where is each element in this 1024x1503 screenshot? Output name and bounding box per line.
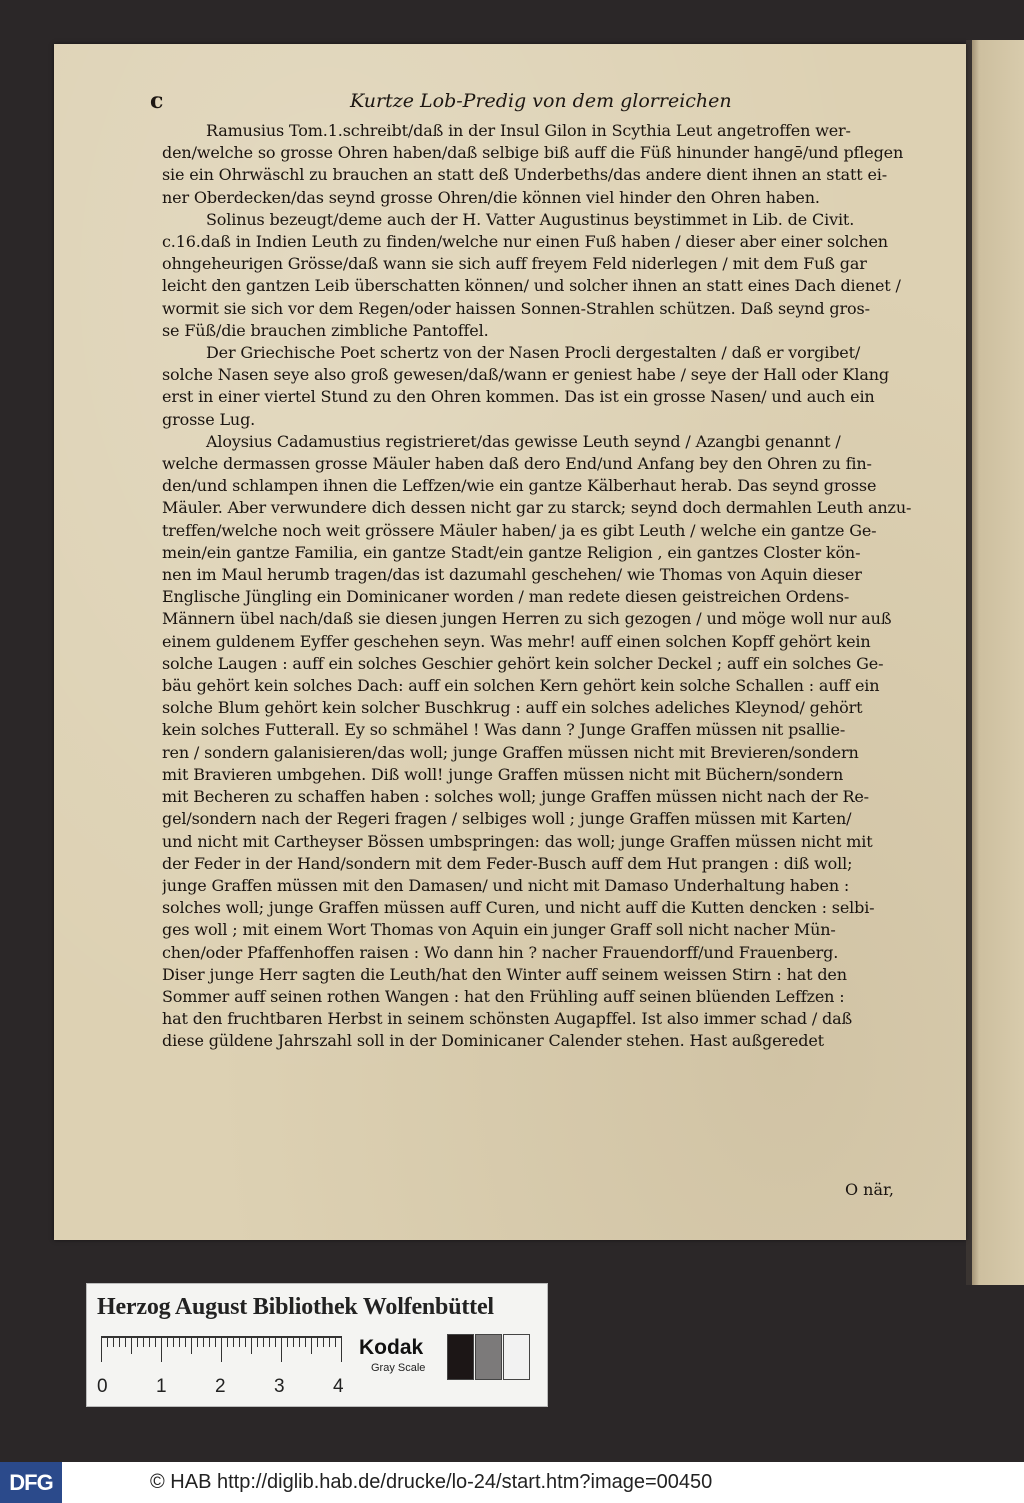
ruler-tick xyxy=(173,1336,174,1347)
text-line: solche Laugen : auff ein solches Geschier gehört kein solcher Deckel ; auff ein solches Ge- xyxy=(162,653,884,673)
text-line: junge Graffen müssen mit den Damasen/ und nicht mit Damaso Underhaltung haben : xyxy=(162,875,850,895)
catchword: O när, xyxy=(844,1180,894,1199)
text-line: Der Griechische Poet schertz von der Nasen Procli dergestalten / daß er vorgibet/ xyxy=(206,343,861,363)
ruler-label: 2 xyxy=(215,1376,226,1397)
text-line: ohngeheurigen Grösse/daß wann sie sich auff freyem Feld niderlegen / mit dem Fuß gar xyxy=(162,254,867,274)
text-line: Ramusius Tom.1.schreibt/daß in der Insul Gilon in Scythia Leut angetroffen wer- xyxy=(206,121,851,140)
gray-scale-label: Gray Scale xyxy=(371,1362,426,1374)
text-line: ren / sondern galanisieren/das woll; junge Graffen müssen nicht mit Brevieren/sondern xyxy=(162,742,859,762)
ruler-tick xyxy=(227,1336,228,1347)
ruler-tick xyxy=(239,1336,240,1347)
text-line: Männern übel nach/daß sie diesen jungen Herren zu sich gezogen / und möge woll nur auß xyxy=(162,609,892,629)
text-line: ner Oberdecken/das seynd grosse Ohren/die können viel hinder den Ohren haben. xyxy=(162,187,820,207)
text-line: sie ein Ohrwäschl zu brauchen an statt deß Underbeths/das andere dient ihnen an statt ei- xyxy=(162,165,888,185)
dfg-logo: DFG xyxy=(0,1462,62,1503)
ruler-label: 3 xyxy=(274,1376,285,1397)
gray-swatch xyxy=(475,1334,502,1380)
text-line: hat den fruchtbaren Herbst in seinem schönsten Augapffel. Ist also immer schad / daß xyxy=(162,1009,853,1029)
text-line: kein solches Futterall. Ey so schmähel ! Was dann ? Junge Graffen müssen nit psallie- xyxy=(162,720,846,740)
text-line: Mäuler. Aber verwundere dich dessen nicht gar zu starck; seynd doch dermahlen Leuth anzu- xyxy=(162,498,912,518)
ruler-tick xyxy=(125,1336,126,1347)
running-head xyxy=(150,88,930,118)
ruler-tick xyxy=(161,1336,162,1362)
color-reference-card xyxy=(86,1283,548,1407)
text-line: Solinus bezeugt/deme auch der H. Vatter Augustinus beystimmet in Lib. de Civit. xyxy=(206,209,855,229)
copyright-link[interactable]: © HAB http://diglib.hab.de/drucke/lo-24/start.htm?image=00450 xyxy=(150,1471,713,1493)
ruler-tick xyxy=(119,1336,120,1347)
text-line: ges woll ; mit einem Wort Thomas von Aquin ein junger Graff soll nicht nacher Mün- xyxy=(162,920,836,940)
ruler-tick xyxy=(191,1336,192,1354)
text-line: mit Becheren zu schaffen haben : solches woll; junge Graffen müssen nicht nach der Re- xyxy=(162,787,869,807)
ruler-tick xyxy=(317,1336,318,1347)
text-line: den/welche so grosse Ohren haben/daß selbige biß auff die Füß hinunder hangē/und pflegen xyxy=(162,143,904,163)
ruler-tick xyxy=(251,1336,252,1354)
text-line: Diser junge Herr sagten die Leuth/hat den Winter auff seinem weissen Stirn : hat den xyxy=(162,964,847,984)
text-line: treffen/welche noch weit grössere Mäuler haben/ ja es gibt Leuth / welche ein gantze Ge- xyxy=(162,520,877,540)
text-line: erst in einer viertel Stund zu den Ohren kommen. Das ist ein grosse Nasen/ und auch ein xyxy=(162,387,875,407)
text-line: diese güldene Jahrszahl soll in der Dominicaner Calender stehen. Hast außgeredet xyxy=(162,1031,824,1051)
ruler-tick xyxy=(299,1336,300,1347)
ruler-tick xyxy=(293,1336,294,1347)
ruler-tick xyxy=(335,1336,336,1347)
text-line: grosse Lug. xyxy=(162,409,256,429)
text-line: gel/sondern nach der Regeri fragen / selbiges woll ; junge Graffen müssen mit Karten/ xyxy=(162,809,852,829)
ruler-label: 0 xyxy=(97,1376,108,1397)
text-line: Aloysius Cadamustius registrieret/das gewisse Leuth seynd / Azangbi genannt / xyxy=(206,431,841,451)
ruler-label: 4 xyxy=(333,1376,344,1397)
text-line: nen im Maul herumb tragen/das ist dazumahl geschehen/ wie Thomas von Aquin dieser xyxy=(162,565,862,585)
ruler-tick xyxy=(197,1336,198,1347)
text-line: chen/oder Pfaffenhoffen raisen : Wo dann hin ? nacher Frauendorff/und Frauenberg. xyxy=(162,942,839,962)
kodak-logo: Kodak xyxy=(359,1336,424,1359)
ruler-tick xyxy=(341,1336,342,1362)
text-line: und nicht mit Carthеyser Bössen umbspringen: das woll; junge Graffen müssen nicht mit xyxy=(162,831,873,851)
ruler-tick xyxy=(149,1336,150,1347)
text-line: den/und schlampen ihnen die Leffzen/wie ein gantze Kälberhaut herab. Das seynd grosse xyxy=(162,476,877,496)
ruler-tick xyxy=(245,1336,246,1347)
ruler-tick xyxy=(329,1336,330,1347)
text-line: einem guldenem Eyffer geschehen seyn. Was mehr! auff einen solchen Kopff gehört kein xyxy=(162,631,871,651)
signature-mark: c xyxy=(150,88,164,114)
ruler-tick xyxy=(233,1336,234,1347)
ruler-tick xyxy=(155,1336,156,1347)
text-line: solche Blum gehört kein solcher Buschkrug : auff ein solches adeliches Kleynod/ gehört xyxy=(162,698,863,718)
footer-bar xyxy=(0,1462,1024,1503)
ruler-tick xyxy=(269,1336,270,1347)
text-line: solche Nasen seye also groß gewesen/daß/wann er geniest habe / seye der Hall oder Klang xyxy=(162,365,889,385)
ruler-tick xyxy=(167,1336,168,1347)
gray-swatch xyxy=(447,1334,474,1380)
ruler-tick xyxy=(281,1336,282,1362)
ruler-tick xyxy=(275,1336,276,1347)
library-name: Herzog August Bibliothek Wolfenbüttel xyxy=(97,1294,494,1320)
text-line: solches woll; junge Graffen müssen auff Curen, und nicht auff die Kutten dencken : selbi- xyxy=(162,898,875,918)
text-line: mit Bravieren umbgehen. Diß woll! junge Graffen müssen nicht mit Büchern/sondern xyxy=(162,764,844,784)
ruler-tick xyxy=(113,1336,114,1347)
text-line: se Füß/die brauchen zimbliche Pantoffel. xyxy=(162,320,489,340)
ruler-label: 1 xyxy=(156,1376,167,1397)
ruler-tick xyxy=(215,1336,216,1347)
ruler-tick xyxy=(137,1336,138,1347)
ruler-tick xyxy=(107,1336,108,1347)
ruler-tick xyxy=(323,1336,324,1347)
book-page xyxy=(54,44,966,1240)
ruler-tick xyxy=(257,1336,258,1347)
text-line: bäu gehört kein solches Dach: auff ein solchen Kern gehört kein solche Schallen : auff ein xyxy=(162,676,880,696)
text-line: Englische Jüngling ein Dominicaner worden / man redete diesen geistreichen Ordens- xyxy=(162,587,850,607)
book-gutter xyxy=(966,40,972,1285)
ruler-tick xyxy=(143,1336,144,1347)
text-line: welche dermassen grosse Mäuler haben daß dero End/und Anfang bey den Ohren zu fin- xyxy=(162,454,872,474)
ruler-tick xyxy=(263,1336,264,1347)
text-line: c.16.daß in Indien Leuth zu finden/welche nur einen Fuß haben / dieser aber einer solchen xyxy=(162,232,888,252)
ruler-tick xyxy=(209,1336,210,1347)
text-line: der Feder in der Hand/sondern mit dem Feder-Busch auff dem Hut prangen : diß woll; xyxy=(162,853,853,873)
ruler-tick xyxy=(287,1336,288,1347)
text-line: wormit sie sich vor dem Regen/oder haissen Sonnen-Strahlen schützen. Daß seynd gros- xyxy=(162,298,870,318)
text-line: Sommer auff seinen rothen Wangen : hat den Frühling auff seinen blüenden Leffzen : xyxy=(162,986,845,1006)
ruler-tick xyxy=(221,1336,222,1362)
text-line: leicht den gantzen Leib überschatten können/ und solcher ihnen an statt eines Dach dienet / xyxy=(162,276,901,296)
ruler-tick xyxy=(179,1336,180,1347)
ruler-tick xyxy=(101,1336,102,1362)
ruler-tick xyxy=(305,1336,306,1347)
ruler-tick xyxy=(311,1336,312,1354)
page-body-text xyxy=(162,120,952,1053)
running-head-title: Kurtze Lob-Predig von dem glorreichen xyxy=(350,90,732,112)
ruler-tick xyxy=(203,1336,204,1347)
measurement-ruler xyxy=(101,1336,341,1362)
text-line: mein/ein gantze Familia, ein gantze Stadt/ein gantze Religion , ein gantzes Closter kön- xyxy=(162,542,861,562)
ruler-tick xyxy=(131,1336,132,1354)
gray-swatch xyxy=(503,1334,530,1380)
adjacent-page-edge xyxy=(968,40,1024,1285)
ruler-tick xyxy=(185,1336,186,1347)
